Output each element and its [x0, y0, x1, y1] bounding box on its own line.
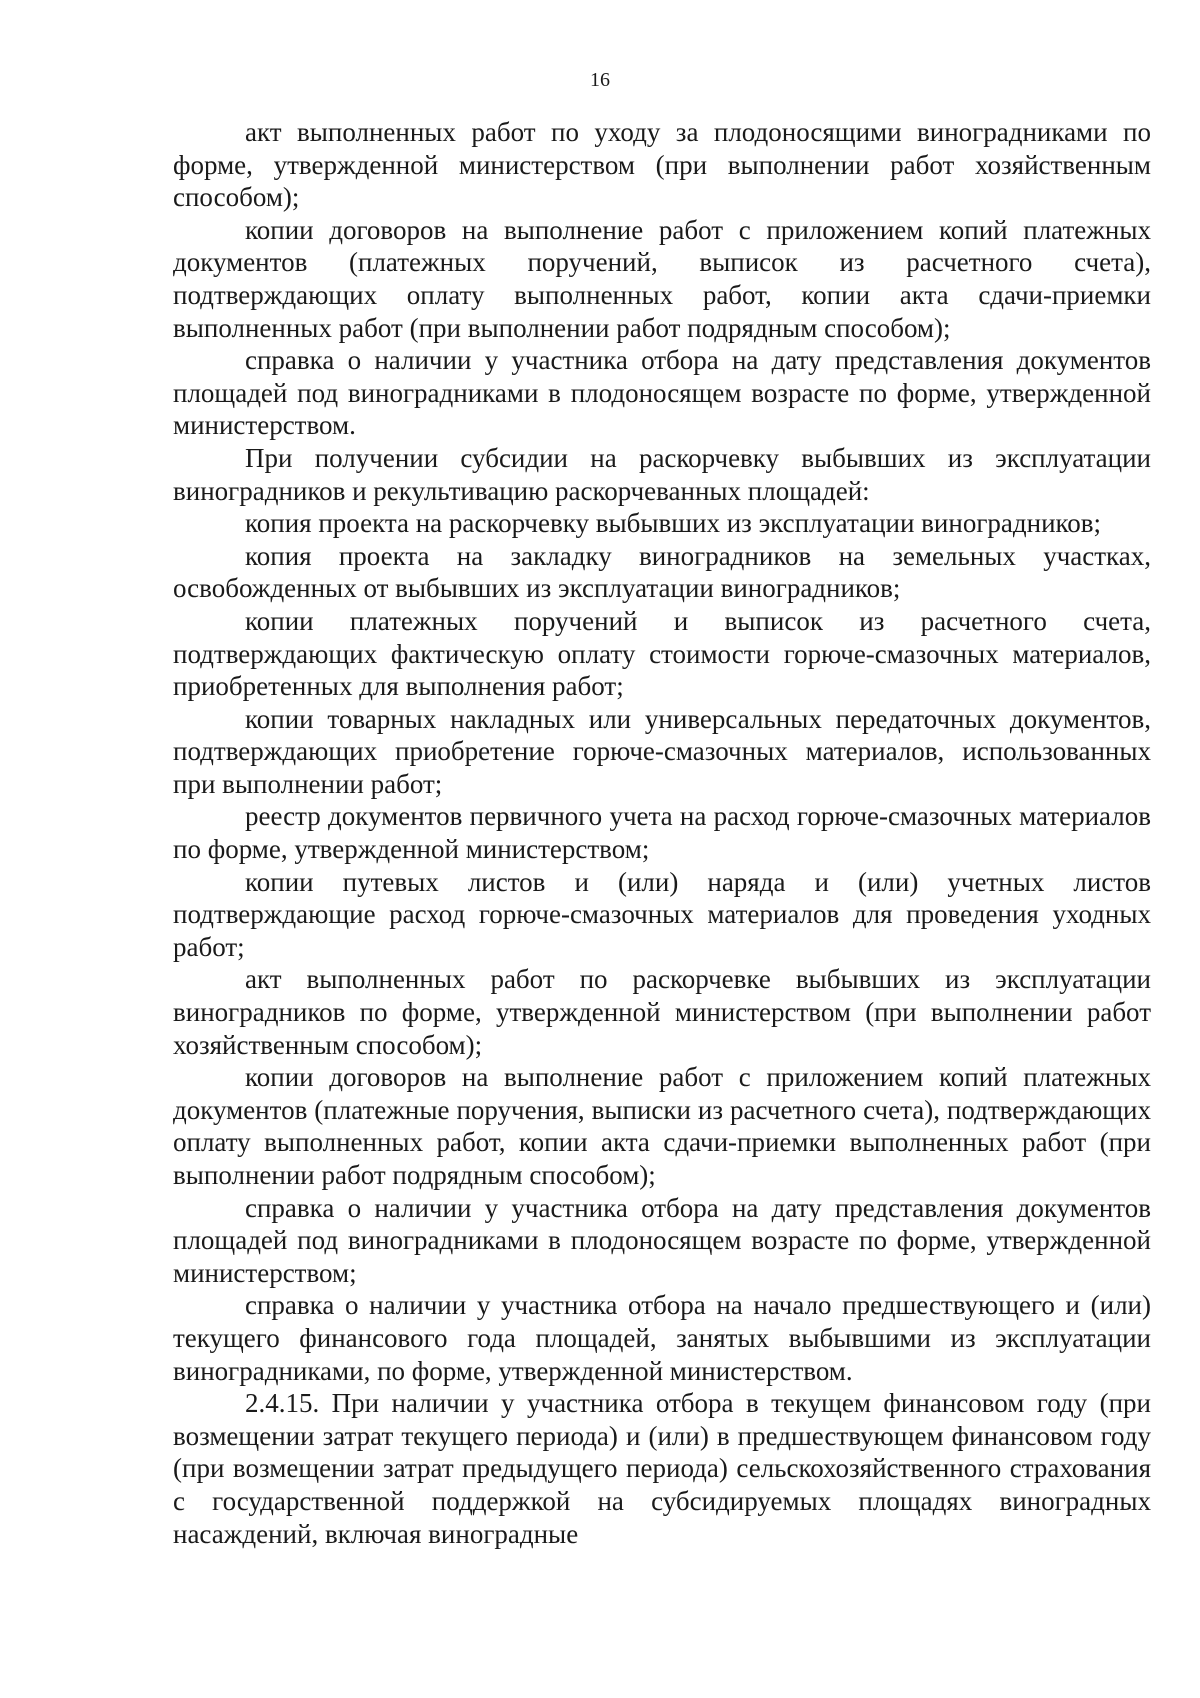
paragraph: копии договоров на выполнение работ с приложением копий платежных документов (платежные поручения, выписки из расчетного счета), подтверждающих оплату выполненных работ, копии акта сдачи-приемки выполненных работ (при выполнении работ подрядным способом);	[173, 1062, 1151, 1190]
paragraph: справка о наличии у участника отбора на дату представления документов площадей под виноградниками в плодоносящем возрасте по форме, утвержденной министерством.	[173, 345, 1151, 441]
paragraph: справка о наличии у участника отбора на начало предшествующего и (или) текущего финансового года площадей, занятых выбывшими из эксплуатации виноградниками, по форме, утвержденной министерством.	[173, 1290, 1151, 1386]
paragraph: При получении субсидии на раскорчевку выбывших из эксплуатации виноградников и рекультивацию раскорчеванных площадей:	[173, 442, 1151, 506]
paragraph: копии платежных поручений и выписок из расчетного счета, подтверждающих фактическую оплату стоимости горюче-смазочных материалов, приобретенных для выполнения работ;	[173, 605, 1151, 702]
paragraph: копия проекта на раскорчевку выбывших из эксплуатации виноградников;	[245, 508, 1102, 539]
paragraph: копии товарных накладных или универсальных передаточных документов, подтверждающих приобретение горюче-смазочных материалов, использованных при выполнении работ;	[173, 703, 1151, 799]
document-body	[173, 116, 1151, 1550]
paragraph: копия проекта на закладку виноградников на земельных участках, освобожденных от выбывших из эксплуатации виноградников;	[173, 540, 1151, 604]
paragraph: акт выполненных работ по раскорчевке выбывших из эксплуатации виноградников по форме, утвержденной министерством (при выполнении работ хозяйственным способом);	[173, 964, 1151, 1060]
page-number: 16	[590, 69, 610, 91]
paragraph: копии путевых листов и (или) наряда и (или) учетных листов подтверждающие расход горюче-смазочных материалов для проведения уходных работ;	[173, 866, 1151, 962]
paragraph: реестр документов первичного учета на расход горюче-смазочных материалов по форме, утвержденной министерством;	[173, 801, 1151, 865]
paragraph: 2.4.15. При наличии у участника отбора в текущем финансовом году (при возмещении затрат текущего периода) и (или) в предшествующем финансовом году (при возмещении затрат предыдущего периода) сельскохозяйственного страхования с государственной поддержкой на субсидируемых площадях виноградных насаждений, включая виноградные	[173, 1388, 1151, 1549]
paragraph: копии договоров на выполнение работ с приложением копий платежных документов (платежных поручений, выписок из расчетного счета), подтверждающих оплату выполненных работ, копии акта сдачи-приемки выполненных работ (при выполнении работ подрядным способом);	[173, 214, 1151, 343]
paragraph: акт выполненных работ по уходу за плодоносящими виноградниками по форме, утвержденной министерством (при выполнении работ хозяйственным способом);	[173, 117, 1151, 213]
paragraph: справка о наличии у участника отбора на дату представления документов площадей под виноградниками в плодоносящем возрасте по форме, утвержденной министерством;	[173, 1192, 1151, 1288]
